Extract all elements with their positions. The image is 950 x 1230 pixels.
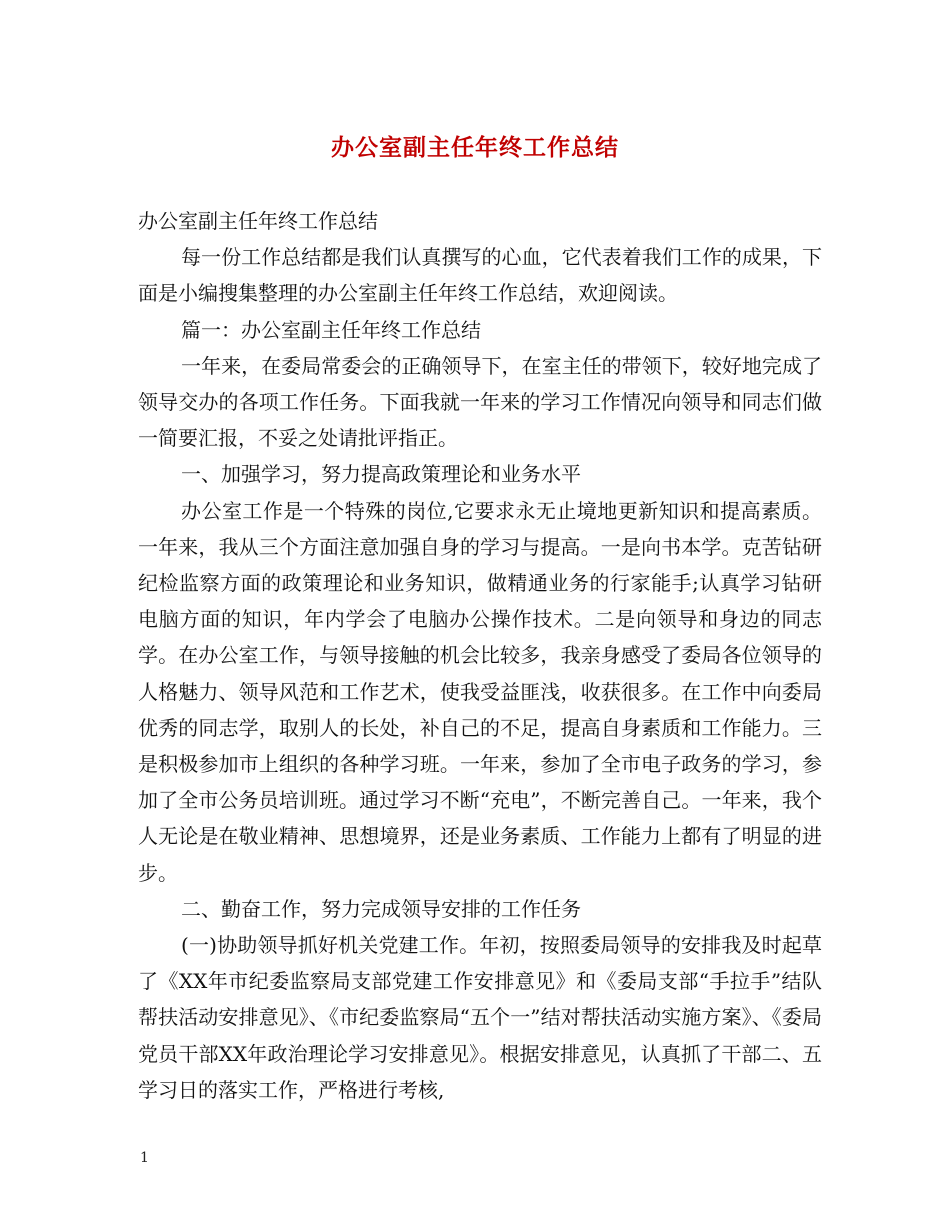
paragraph-study: 办公室工作是一个特殊的岗位,它要求永无止境地更新知识和提高素质。一年来，我从三个方面注意加强自身的学习与提高。一是向书本学。克苦钻研纪检监察方面的政策理论和业务知识，做精通业务的行家能手;认真学习钻研电脑方面的知识，年内学会了电脑办公操作技术。二是向领导和身边的同志学。在办公室工作，与领导接触的机会比较多，我亲身感受了委局各位领导的人格魅力、领导风范和工作艺术，使我受益匪浅，收获很多。在工作中向委局优秀的同志学，取别人的长处，补自己的不足，提高自身素质和工作能力。三是积极参加市上组织的各种学习班。一年来，参加了全市电子政务的学习，参加了全市公务员培训班。通过学习不断“充电”，不断完善自己。一年来，我个人无论是在敬业精神、思想境界，还是业务素质、工作能力上都有了明显的进步。 xyxy=(138,498,822,885)
paragraph-heading-study: 一、加强学习，努力提高政策理论和业务水平 xyxy=(181,462,581,487)
paragraph-intro: 每一份工作总结都是我们认真撰写的心血，它代表着我们工作的成果，下面是小编搜集整理的办公室副主任年终工作总结，欢迎阅读。 xyxy=(138,245,822,306)
paragraph-heading-work: 二、勤奋工作，努力完成领导安排的工作任务 xyxy=(181,896,581,921)
page-number: 1 xyxy=(140,1150,149,1166)
document-body xyxy=(138,203,822,1108)
paragraph-overview: 一年来，在委局常委会的正确领导下，在室主任的带领下，较好地完成了领导交办的各项工作任务。下面我就一年来的学习工作情况向领导和同志们做一简要汇报，不妥之处请批评指正。 xyxy=(138,353,822,451)
document-title: 办公室副主任年终工作总结 xyxy=(331,134,619,161)
paragraph-heading: 办公室副主任年终工作总结 xyxy=(138,209,378,233)
paragraph-party-building: (一)协助领导抓好机关党建工作。年初，按照委局领导的安排我及时起草了《XX年市纪委监察局支部党建工作安排意见》和《委局支部“手拉手”结队帮扶活动安排意见》、《市纪委监察局“五个一”结对帮扶活动实施方案》、《委局党员干部XX年政治理论学习安排意见》。根据安排意见，认真抓了干部二、五学习日的落实工作，严格进行考核, xyxy=(138,933,822,1102)
paragraph-section-title: 篇一：办公室副主任年终工作总结 xyxy=(181,317,481,342)
